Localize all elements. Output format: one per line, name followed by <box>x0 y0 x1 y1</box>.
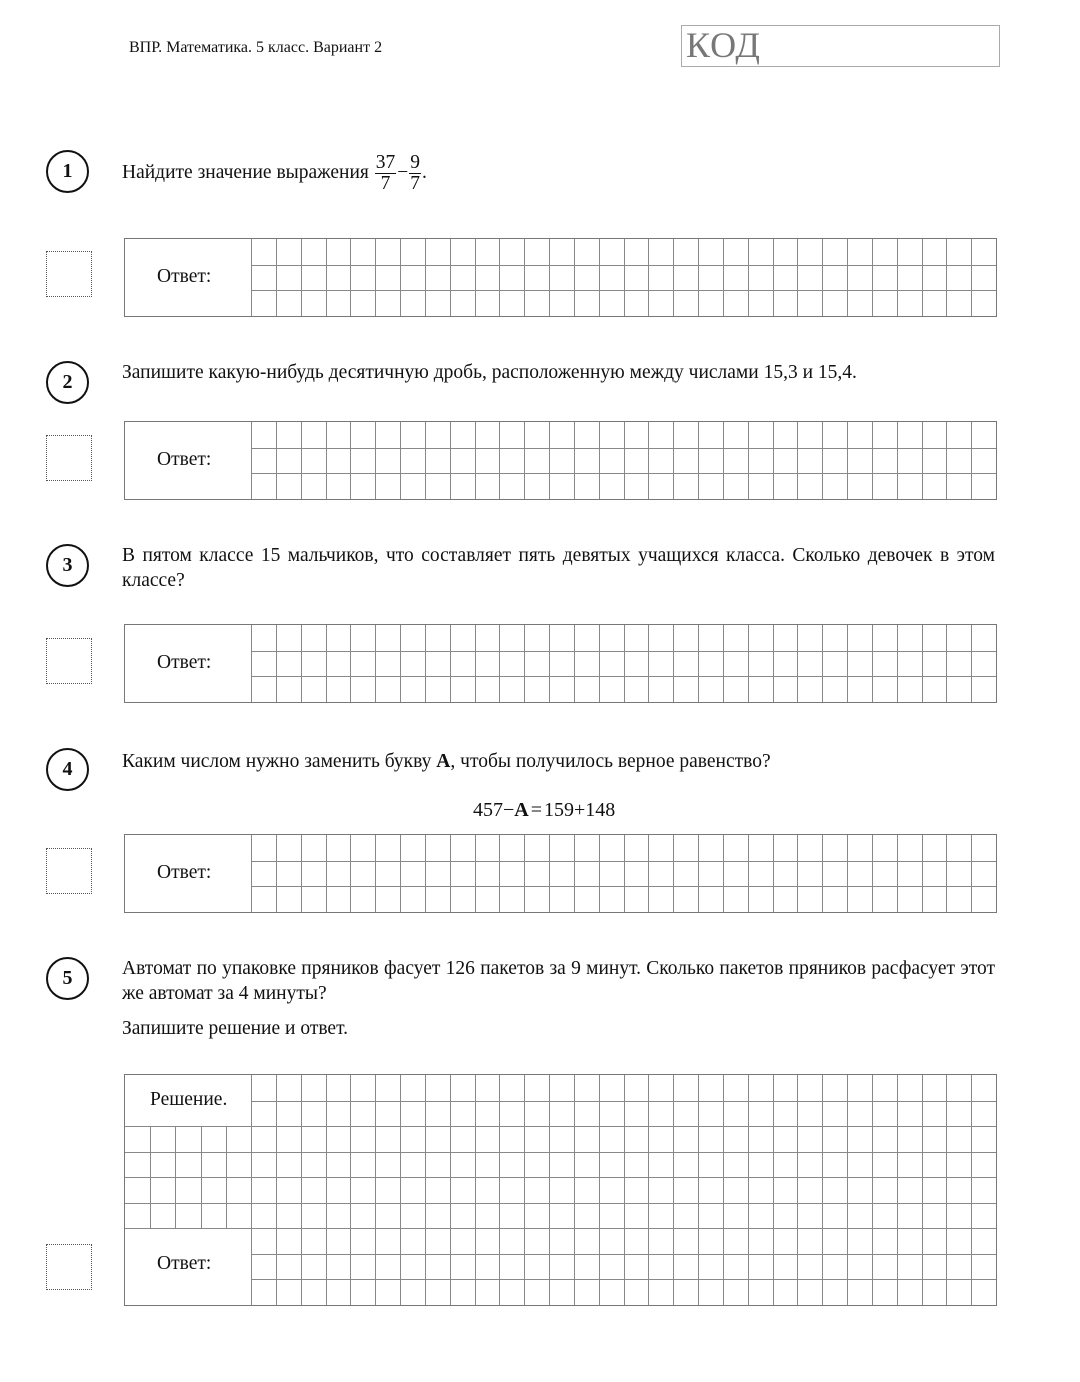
grid-line <box>251 1101 996 1102</box>
fraction-2 <box>409 153 421 194</box>
grid-line <box>125 1152 996 1153</box>
grid-line <box>425 835 426 912</box>
task-4-formula <box>473 799 615 822</box>
grid-line <box>524 1075 525 1305</box>
grid-line <box>425 422 426 499</box>
grid-line <box>698 239 699 316</box>
grid-line <box>897 422 898 499</box>
score-box-1[interactable] <box>46 251 92 297</box>
task-number-text: 1 <box>62 160 73 182</box>
grid-line <box>673 625 674 702</box>
grid-line <box>922 422 923 499</box>
grid-line <box>549 1075 550 1305</box>
grid-line <box>450 625 451 702</box>
fraction-1-numerator: 37 <box>375 152 396 173</box>
formula-minus: − <box>503 799 515 821</box>
grid-line <box>673 239 674 316</box>
grid-line <box>450 239 451 316</box>
grid-line <box>251 1279 996 1280</box>
grid-line <box>847 625 848 702</box>
grid-line <box>773 625 774 702</box>
grid-line <box>599 239 600 316</box>
grid-line <box>276 239 277 316</box>
grid-line <box>375 1075 376 1305</box>
grid-line <box>648 422 649 499</box>
grid-line <box>673 422 674 499</box>
grid-line <box>450 835 451 912</box>
grid-line <box>723 239 724 316</box>
formula-right: 159+148 <box>544 799 616 821</box>
grid-line <box>549 239 550 316</box>
grid-line <box>350 625 351 702</box>
task-number-4 <box>46 748 89 791</box>
answer-grid-2[interactable] <box>124 421 997 500</box>
grid-line <box>748 625 749 702</box>
grid-line <box>375 239 376 316</box>
grid-line <box>524 422 525 499</box>
grid-line <box>624 239 625 316</box>
code-label: КОД <box>686 25 761 65</box>
grid-line <box>723 835 724 912</box>
grid-line <box>847 239 848 316</box>
grid-line <box>350 1075 351 1305</box>
grid-line <box>648 239 649 316</box>
grid-line <box>574 835 575 912</box>
grid-line <box>822 422 823 499</box>
fraction-1-denominator: 7 <box>380 173 391 194</box>
grid-line <box>574 625 575 702</box>
grid-line <box>475 239 476 316</box>
task-number-2 <box>46 361 89 404</box>
grid-line <box>971 835 972 912</box>
grid-line <box>425 1075 426 1305</box>
answer-grid-1[interactable] <box>124 238 997 317</box>
task-3-text: В пятом классе 15 мальчиков, что составляет пять девятых учащихся класса. Сколько девочек в этом классе? <box>122 545 995 591</box>
grid-line <box>946 422 947 499</box>
grid-line <box>773 239 774 316</box>
grid-line <box>773 835 774 912</box>
fraction-2-numerator: 9 <box>410 152 421 173</box>
grid-line <box>897 1075 898 1305</box>
grid-line <box>748 422 749 499</box>
solution-grid[interactable] <box>124 1074 997 1306</box>
task-number-text: 2 <box>62 371 73 393</box>
task-4-text-after: , чтобы получилось верное равенство? <box>450 751 771 772</box>
task-4-text <box>122 749 771 774</box>
grid-line <box>599 1075 600 1305</box>
grid-line <box>350 422 351 499</box>
grid-line <box>400 239 401 316</box>
grid-line <box>946 835 947 912</box>
grid-line <box>648 625 649 702</box>
grid-line <box>971 239 972 316</box>
grid-line <box>251 473 996 474</box>
grid-line <box>773 422 774 499</box>
grid-line <box>301 422 302 499</box>
grid-line <box>847 1075 848 1305</box>
grid-line <box>276 835 277 912</box>
grid-line <box>624 422 625 499</box>
grid-line <box>475 422 476 499</box>
grid-line <box>822 625 823 702</box>
grid-line <box>251 625 252 702</box>
period: . <box>422 161 427 183</box>
task-number-text: 3 <box>62 554 73 576</box>
grid-line <box>922 239 923 316</box>
grid-line <box>872 1075 873 1305</box>
task-number-text: 4 <box>62 758 73 780</box>
grid-line <box>897 835 898 912</box>
grid-line <box>301 625 302 702</box>
solution-label: Решение. <box>150 1089 228 1110</box>
task-1-prompt: Найдите значение выражения <box>122 161 369 183</box>
formula-variable: A <box>514 799 529 821</box>
grid-line <box>773 1075 774 1305</box>
grid-line <box>251 651 996 652</box>
grid-line <box>946 625 947 702</box>
grid-line <box>624 1075 625 1305</box>
grid-line <box>499 835 500 912</box>
grid-line <box>797 239 798 316</box>
grid-line <box>624 835 625 912</box>
grid-line <box>251 861 996 862</box>
grid-line <box>350 835 351 912</box>
grid-line <box>648 835 649 912</box>
code-field[interactable] <box>681 25 1000 67</box>
grid-line <box>251 239 252 316</box>
task-1-text <box>122 153 427 194</box>
grid-line <box>375 835 376 912</box>
grid-line <box>549 422 550 499</box>
answer-label: Ответ: <box>157 266 212 287</box>
grid-line <box>748 835 749 912</box>
score-box-4[interactable] <box>46 848 92 894</box>
task-number-3 <box>46 544 89 587</box>
task-number-1 <box>46 150 89 193</box>
grid-line <box>648 1075 649 1305</box>
grid-line <box>922 625 923 702</box>
grid-line <box>125 1228 996 1229</box>
grid-line <box>698 422 699 499</box>
grid-line <box>698 835 699 912</box>
grid-line <box>723 1075 724 1305</box>
grid-line <box>797 422 798 499</box>
grid-line <box>251 676 996 677</box>
grid-line <box>847 422 848 499</box>
grid-line <box>251 422 252 499</box>
grid-line <box>301 239 302 316</box>
grid-line <box>872 239 873 316</box>
grid-line <box>450 1075 451 1305</box>
grid-line <box>475 625 476 702</box>
grid-line <box>897 239 898 316</box>
grid-line <box>872 625 873 702</box>
page-header-title: ВПР. Математика. 5 класс. Вариант 2 <box>129 39 383 56</box>
grid-line <box>946 1075 947 1305</box>
task-5-instruction: Запишите решение и ответ. <box>122 1018 349 1039</box>
grid-line <box>599 422 600 499</box>
answer-grid-3[interactable] <box>124 624 997 703</box>
task-2-text: Запишите какую-нибудь десятичную дробь, расположенную между числами 15,3 и 15,4. <box>122 362 857 383</box>
grid-line <box>872 835 873 912</box>
grid-line <box>400 835 401 912</box>
task-number-text: 5 <box>62 967 73 989</box>
grid-line <box>897 625 898 702</box>
grid-line <box>723 625 724 702</box>
grid-line <box>125 1203 996 1204</box>
fraction-2-denominator: 7 <box>410 173 421 194</box>
grid-line <box>698 1075 699 1305</box>
grid-line <box>822 1075 823 1305</box>
minus-operator: − <box>397 161 409 183</box>
task-5-text: Автомат по упаковке пряников фасует 126 пакетов за 9 минут. Сколько пакетов пряников расфасует этот же автомат за 4 минуты? <box>122 958 995 1004</box>
answer-label: Ответ: <box>157 862 212 883</box>
grid-line <box>276 1075 277 1305</box>
score-box-3[interactable] <box>46 638 92 684</box>
grid-line <box>599 835 600 912</box>
solution-label-cell <box>125 1075 250 1126</box>
grid-line <box>748 239 749 316</box>
grid-line <box>251 265 996 266</box>
grid-line <box>375 422 376 499</box>
grid-line <box>698 625 699 702</box>
grid-line <box>251 1254 996 1255</box>
grid-line <box>723 422 724 499</box>
grid-line <box>326 422 327 499</box>
grid-line <box>276 625 277 702</box>
answer-label: Ответ: <box>157 1253 212 1274</box>
grid-line <box>326 835 327 912</box>
grid-line <box>251 835 252 912</box>
score-box-5[interactable] <box>46 1244 92 1290</box>
grid-line <box>624 625 625 702</box>
grid-line <box>574 1075 575 1305</box>
grid-line <box>499 422 500 499</box>
grid-line <box>326 1075 327 1305</box>
fraction-1 <box>375 153 397 194</box>
grid-line <box>125 1126 996 1127</box>
formula-left: 457 <box>473 799 503 821</box>
grid-line <box>499 239 500 316</box>
grid-line <box>475 835 476 912</box>
grid-line <box>673 1075 674 1305</box>
grid-line <box>425 625 426 702</box>
grid-line <box>251 290 996 291</box>
task-4-text-before: Каким числом нужно заменить букву <box>122 751 437 772</box>
grid-line <box>549 625 550 702</box>
grid-line <box>499 625 500 702</box>
grid-line <box>326 625 327 702</box>
grid-line <box>599 625 600 702</box>
grid-line <box>797 625 798 702</box>
grid-line <box>251 448 996 449</box>
grid-line <box>326 239 327 316</box>
grid-line <box>375 625 376 702</box>
solution-answer-label-cell <box>125 1229 250 1305</box>
grid-line <box>524 239 525 316</box>
answer-grid-4[interactable] <box>124 834 997 913</box>
grid-line <box>971 1075 972 1305</box>
grid-line <box>425 239 426 316</box>
score-box-2[interactable] <box>46 435 92 481</box>
grid-line <box>822 835 823 912</box>
grid-line <box>797 1075 798 1305</box>
grid-line <box>549 835 550 912</box>
grid-line <box>301 835 302 912</box>
grid-line <box>301 1075 302 1305</box>
task-number-5 <box>46 957 89 1000</box>
grid-line <box>673 835 674 912</box>
grid-line <box>922 1075 923 1305</box>
grid-line <box>748 1075 749 1305</box>
grid-line <box>574 239 575 316</box>
grid-line <box>450 422 451 499</box>
grid-line <box>946 239 947 316</box>
grid-line <box>251 886 996 887</box>
grid-line <box>971 625 972 702</box>
task-4-variable: A <box>436 751 451 772</box>
answer-label: Ответ: <box>157 449 212 470</box>
grid-line <box>524 625 525 702</box>
grid-line <box>125 1177 996 1178</box>
grid-line <box>797 835 798 912</box>
grid-line <box>400 1075 401 1305</box>
grid-line <box>922 835 923 912</box>
grid-line <box>872 422 873 499</box>
grid-line <box>350 239 351 316</box>
grid-line <box>400 422 401 499</box>
grid-line <box>524 835 525 912</box>
grid-line <box>499 1075 500 1305</box>
grid-line <box>971 422 972 499</box>
grid-line <box>822 239 823 316</box>
answer-label: Ответ: <box>157 652 212 673</box>
grid-line <box>276 422 277 499</box>
grid-line <box>251 1075 252 1305</box>
grid-line <box>475 1075 476 1305</box>
grid-line <box>400 625 401 702</box>
grid-line <box>574 422 575 499</box>
grid-line <box>847 835 848 912</box>
formula-equals: = <box>530 799 543 821</box>
